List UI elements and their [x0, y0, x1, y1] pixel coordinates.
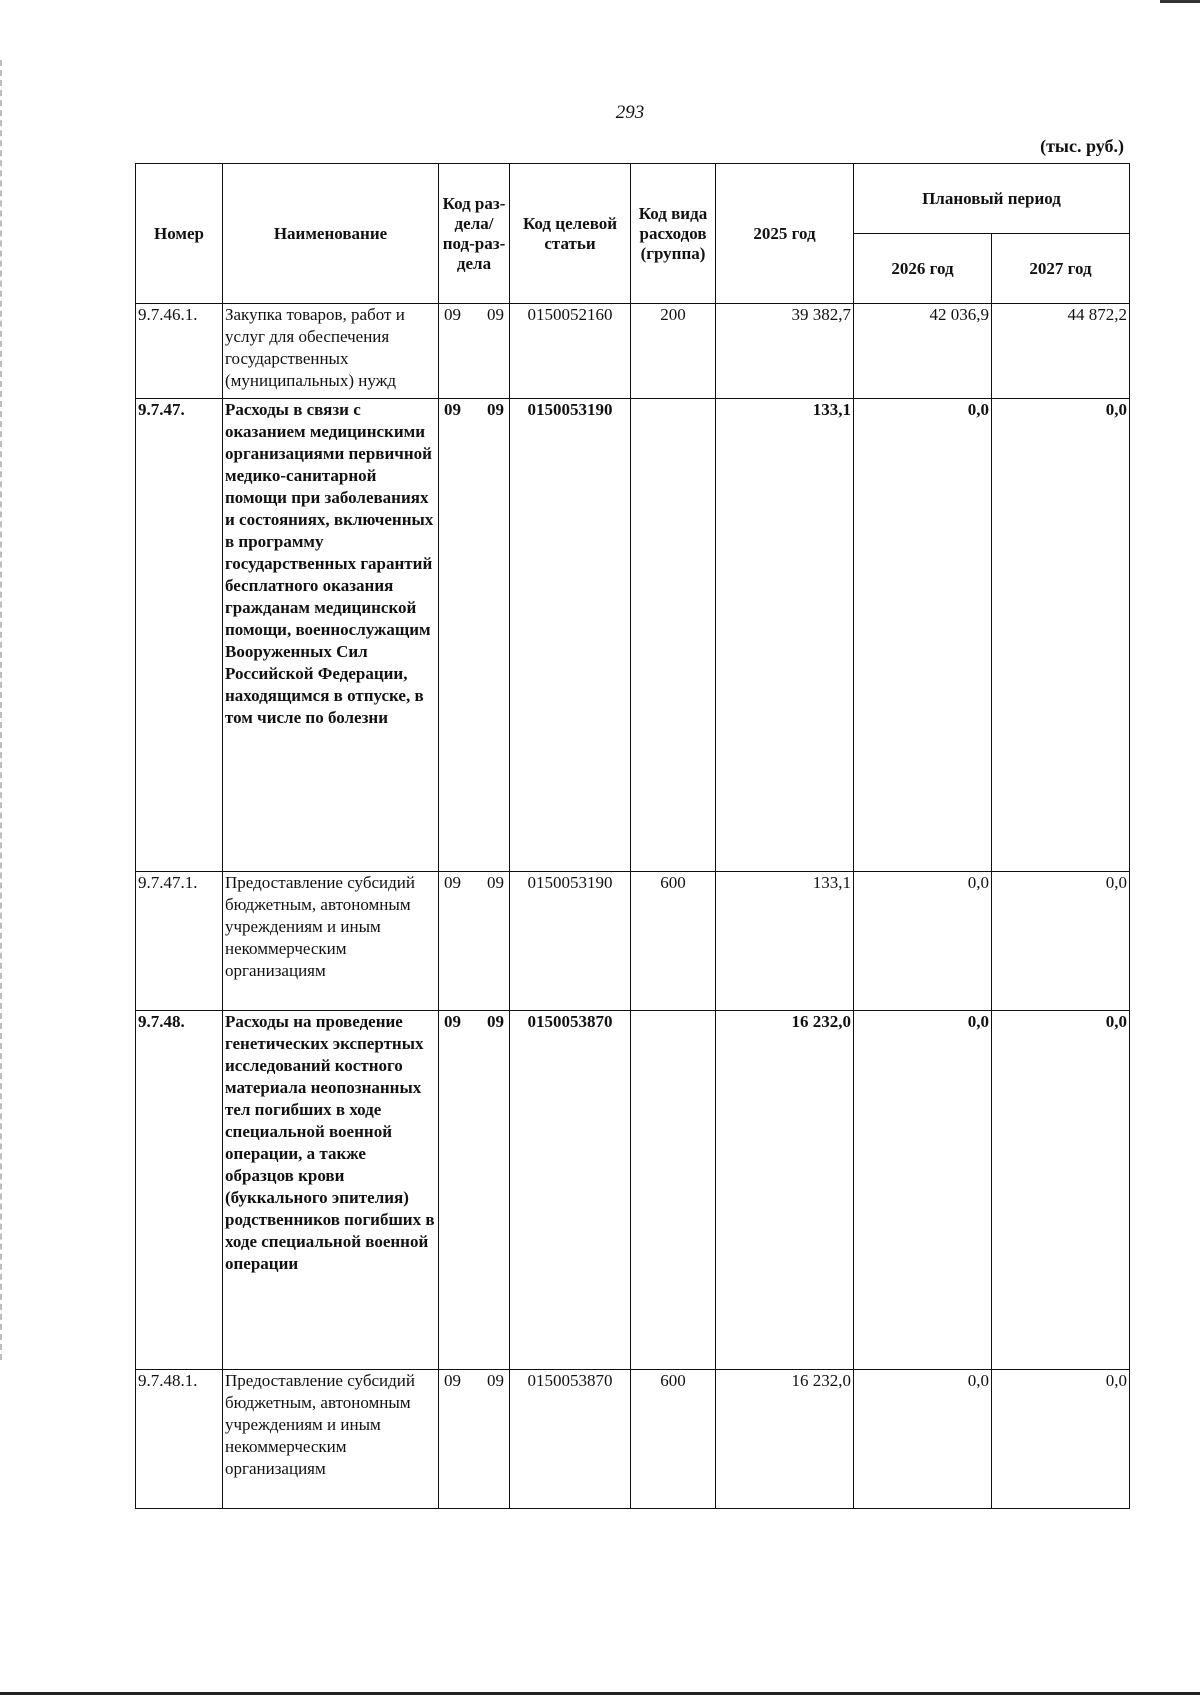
row-number: 9.7.47.	[136, 399, 223, 872]
row-target: 0150052160	[510, 304, 631, 399]
row-subsection: 09	[487, 305, 504, 324]
row-name: Расходы на проведение генетических экспертных исследований костного материала неопознанных тел погибших в ходе специальной военной операции, а также образцов крови (буккального эпителия) родственников погибших в ходе специальной военной операции	[223, 1011, 439, 1370]
page-number: 293	[615, 102, 645, 123]
scan-top-mark	[1160, 0, 1200, 3]
row-section: 09	[444, 873, 461, 892]
row-section: 09	[444, 400, 461, 419]
header-2025: 2025 год	[716, 164, 854, 304]
units-label: (тыс. руб.)	[1040, 136, 1124, 156]
scan-edge-marks	[0, 60, 5, 1360]
row-name: Закупка товаров, работ и услуг для обеспечения государственных (муниципальных) нужд	[223, 304, 439, 399]
row-2026: 0,0	[854, 872, 992, 1011]
row-number: 9.7.48.	[136, 1011, 223, 1370]
row-section: 09	[444, 1012, 461, 1031]
row-2026: 0,0	[854, 1011, 992, 1370]
row-target: 0150053190	[510, 399, 631, 872]
row-2027: 0,0	[992, 399, 1130, 872]
row-2027: 0,0	[992, 1011, 1130, 1370]
row-2027: 0,0	[992, 872, 1130, 1011]
row-expense-type	[631, 399, 716, 872]
budget-table	[135, 163, 1130, 1509]
row-2025: 39 382,7	[716, 304, 854, 399]
row-name: Предоставление субсидий бюджетным, автономным учреждениям и иным некоммерческим организациям	[223, 872, 439, 1011]
row-subsection: 09	[487, 400, 504, 419]
row-2025: 133,1	[716, 399, 854, 872]
header-row-top	[136, 164, 1130, 234]
row-section-cell	[439, 872, 510, 1011]
row-section-cell	[439, 399, 510, 872]
row-subsection: 09	[487, 1012, 504, 1031]
row-subsection: 09	[487, 873, 504, 892]
row-name: Расходы в связи с оказанием медицинскими организациями первичной медико-санитарной помощи при заболеваниях и состояниях, включенных в программу государственных гарантий бесплатного оказания гражданам медицинской помощи, военнослужащим Вооруженных Сил Российской Федерации, находящимся в отпуске, в том числе по болезни	[223, 399, 439, 872]
row-2025: 16 232,0	[716, 1370, 854, 1509]
header-target: Код целевой статьи	[510, 164, 631, 304]
header-expense-type: Код вида расходов (группа)	[631, 164, 716, 304]
row-expense-type	[631, 1011, 716, 1370]
header-planned-period: Плановый период	[854, 164, 1130, 234]
header-number: Номер	[136, 164, 223, 304]
row-2026: 0,0	[854, 1370, 992, 1509]
row-2027: 0,0	[992, 1370, 1130, 1509]
row-expense-type: 200	[631, 304, 716, 399]
row-subsection: 09	[487, 1371, 504, 1390]
row-2027: 44 872,2	[992, 304, 1130, 399]
row-section: 09	[444, 305, 461, 324]
row-section-cell	[439, 1011, 510, 1370]
header-2027: 2027 год	[992, 234, 1130, 304]
row-number: 9.7.47.1.	[136, 872, 223, 1011]
row-name: Предоставление субсидий бюджетным, автономным учреждениям и иным некоммерческим организациям	[223, 1370, 439, 1509]
row-expense-type: 600	[631, 872, 716, 1011]
row-2025: 16 232,0	[716, 1011, 854, 1370]
header-name: Наименование	[223, 164, 439, 304]
table-row	[136, 304, 1130, 399]
table-row	[136, 872, 1130, 1011]
row-target: 0150053870	[510, 1011, 631, 1370]
header-section: Код раз-дела/ под-раз-дела	[439, 164, 510, 304]
header-2026: 2026 год	[854, 234, 992, 304]
row-target: 0150053190	[510, 872, 631, 1011]
row-2025: 133,1	[716, 872, 854, 1011]
row-section: 09	[444, 1371, 461, 1390]
table-row	[136, 1011, 1130, 1370]
table-row	[136, 1370, 1130, 1509]
row-number: 9.7.46.1.	[136, 304, 223, 399]
row-expense-type: 600	[631, 1370, 716, 1509]
row-target: 0150053870	[510, 1370, 631, 1509]
row-2026: 42 036,9	[854, 304, 992, 399]
row-section-cell	[439, 1370, 510, 1509]
table-row	[136, 399, 1130, 872]
row-number: 9.7.48.1.	[136, 1370, 223, 1509]
row-2026: 0,0	[854, 399, 992, 872]
row-section-cell	[439, 304, 510, 399]
